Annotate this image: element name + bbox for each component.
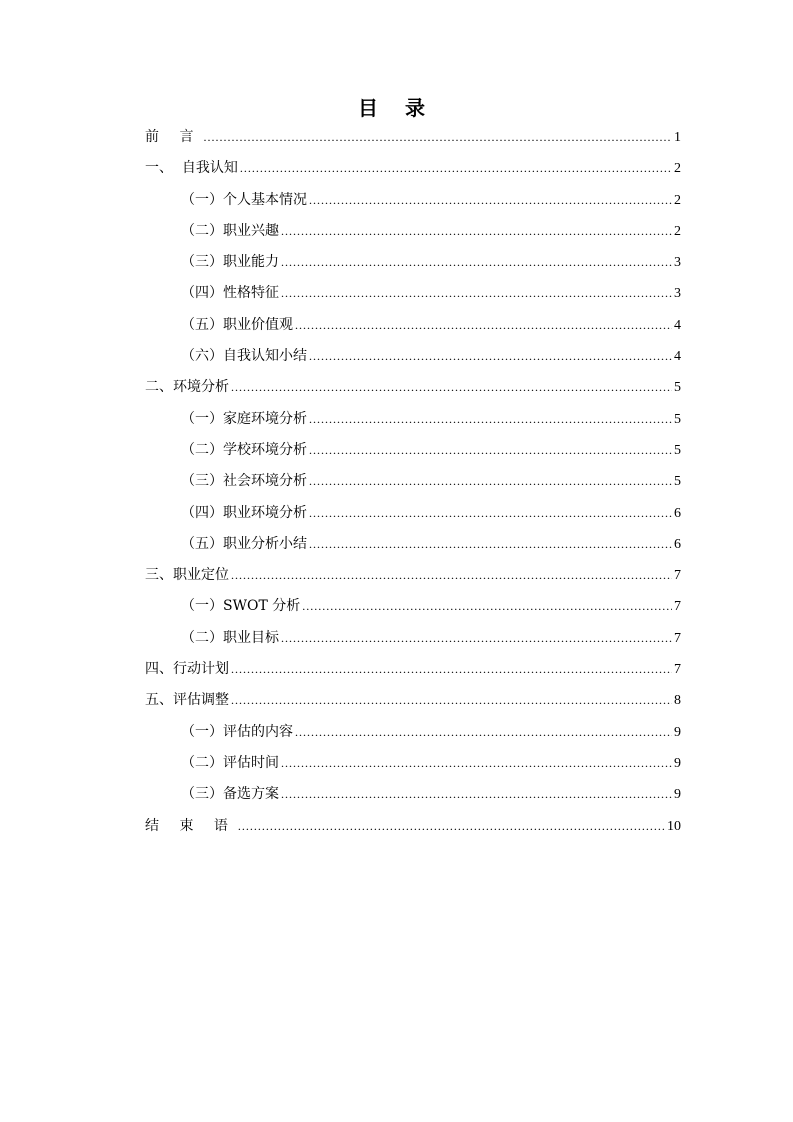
toc-dot-leader <box>309 189 672 211</box>
toc-entry-personality[interactable] <box>145 282 681 313</box>
toc-entry-label: （一）SWOT 分析 <box>181 598 301 615</box>
toc-dot-leader <box>295 721 672 743</box>
toc-entry-label: （六）自我认知小结 <box>181 348 307 365</box>
toc-entry-swot-analysis[interactable] <box>145 595 681 626</box>
toc-entry-label: 前 言 <box>145 129 202 145</box>
toc-dot-leader <box>295 314 672 336</box>
toc-page-number: 7 <box>674 630 681 646</box>
toc-entry-label: （一）个人基本情况 <box>181 191 307 208</box>
toc-entry-label: （四）职业环境分析 <box>181 504 307 521</box>
toc-entry-label: （一）家庭环境分析 <box>181 410 307 427</box>
toc-entry-label: 结 束 语 <box>145 817 236 834</box>
toc-dot-leader <box>309 533 672 555</box>
toc-page-number: 9 <box>674 724 681 740</box>
toc-entry-label: （三）职业能力 <box>181 254 279 271</box>
table-of-contents <box>145 126 681 846</box>
toc-entry-career-interest[interactable] <box>145 220 681 251</box>
toc-entry-label: （二）学校环境分析 <box>181 441 307 458</box>
toc-page-number: 6 <box>674 536 681 552</box>
toc-entry-label: （三）社会环境分析 <box>181 473 307 490</box>
toc-entry-action-plan[interactable] <box>145 658 681 689</box>
toc-entry-career-analysis-summary[interactable] <box>145 533 681 564</box>
toc-dot-leader <box>309 502 672 524</box>
toc-page-number: 5 <box>674 380 681 396</box>
toc-entry-label: （二）职业目标 <box>181 629 279 646</box>
toc-page-number: 7 <box>674 568 681 584</box>
toc-entry-career-ability[interactable] <box>145 251 681 282</box>
toc-page-number: 4 <box>674 349 681 365</box>
toc-entry-label: （四）性格特征 <box>181 285 279 302</box>
toc-dot-leader <box>309 345 672 367</box>
toc-entry-label: （二）职业兴趣 <box>181 222 279 239</box>
toc-page-number: 2 <box>674 192 681 208</box>
toc-entry-self-awareness[interactable] <box>145 157 681 188</box>
toc-page-number: 5 <box>674 474 681 490</box>
toc-entry-preface[interactable] <box>145 126 681 157</box>
toc-dot-leader <box>309 470 672 492</box>
toc-dot-leader <box>281 783 672 805</box>
toc-entry-evaluation-adjustment[interactable] <box>145 689 681 720</box>
toc-page-number: 5 <box>674 442 681 458</box>
toc-entry-evaluation-content[interactable] <box>145 721 681 752</box>
toc-dot-leader <box>231 376 672 398</box>
toc-entry-label: （五）职业分析小结 <box>181 535 307 552</box>
toc-entry-label: 四、行动计划 <box>145 661 229 678</box>
toc-page-number: 7 <box>674 662 681 678</box>
toc-entry-conclusion[interactable] <box>145 815 681 846</box>
toc-page-number: 6 <box>674 505 681 521</box>
toc-entry-label: （一）评估的内容 <box>181 723 293 740</box>
toc-page-number: 7 <box>674 599 681 615</box>
toc-entry-self-summary[interactable] <box>145 345 681 376</box>
toc-page-number: 1 <box>674 130 681 145</box>
toc-entry-alternative-plan[interactable] <box>145 783 681 814</box>
toc-entry-label: （三）备选方案 <box>181 786 279 803</box>
toc-entry-career-environment[interactable] <box>145 502 681 533</box>
toc-dot-leader <box>281 220 672 242</box>
toc-entry-label: 五、评估调整 <box>145 692 229 709</box>
toc-dot-leader <box>302 595 672 617</box>
toc-entry-family-environment[interactable] <box>145 408 681 439</box>
toc-dot-leader <box>309 408 672 430</box>
toc-entry-career-goals[interactable] <box>145 627 681 658</box>
toc-dot-leader <box>231 564 672 586</box>
toc-dot-leader <box>231 689 672 711</box>
toc-entry-label: 三、职业定位 <box>145 567 229 584</box>
toc-entry-environment-analysis[interactable] <box>145 376 681 407</box>
toc-page-number: 2 <box>674 223 681 239</box>
toc-page-number: 3 <box>674 286 681 302</box>
toc-page-number: 10 <box>667 818 681 834</box>
toc-entry-school-environment[interactable] <box>145 439 681 470</box>
toc-entry-social-environment[interactable] <box>145 470 681 501</box>
toc-dot-leader <box>231 658 672 680</box>
toc-dot-leader <box>309 439 672 461</box>
toc-entry-career-positioning[interactable] <box>145 564 681 595</box>
toc-page-number: 2 <box>674 161 681 177</box>
toc-entry-label: 二、环境分析 <box>145 379 229 396</box>
toc-entry-career-values[interactable] <box>145 314 681 345</box>
toc-dot-leader <box>203 126 672 148</box>
toc-page-number: 9 <box>674 787 681 803</box>
toc-dot-leader <box>281 282 672 304</box>
toc-dot-leader <box>281 627 672 649</box>
toc-page-number: 5 <box>674 411 681 427</box>
toc-entry-label: （二）评估时间 <box>181 754 279 771</box>
toc-page-number: 8 <box>674 693 681 709</box>
toc-page-number: 4 <box>674 317 681 333</box>
toc-entry-label: （五）职业价值观 <box>181 316 293 333</box>
toc-dot-leader <box>281 251 672 273</box>
toc-dot-leader <box>238 815 665 837</box>
toc-page-number: 9 <box>674 755 681 771</box>
toc-entry-personal-info[interactable] <box>145 189 681 220</box>
page-title: 目 录 <box>358 96 435 120</box>
toc-dot-leader <box>281 752 672 774</box>
toc-entry-evaluation-time[interactable] <box>145 752 681 783</box>
toc-entry-label: 一、 自我认知 <box>145 160 238 177</box>
toc-dot-leader <box>240 157 672 179</box>
toc-page-number: 3 <box>674 255 681 271</box>
